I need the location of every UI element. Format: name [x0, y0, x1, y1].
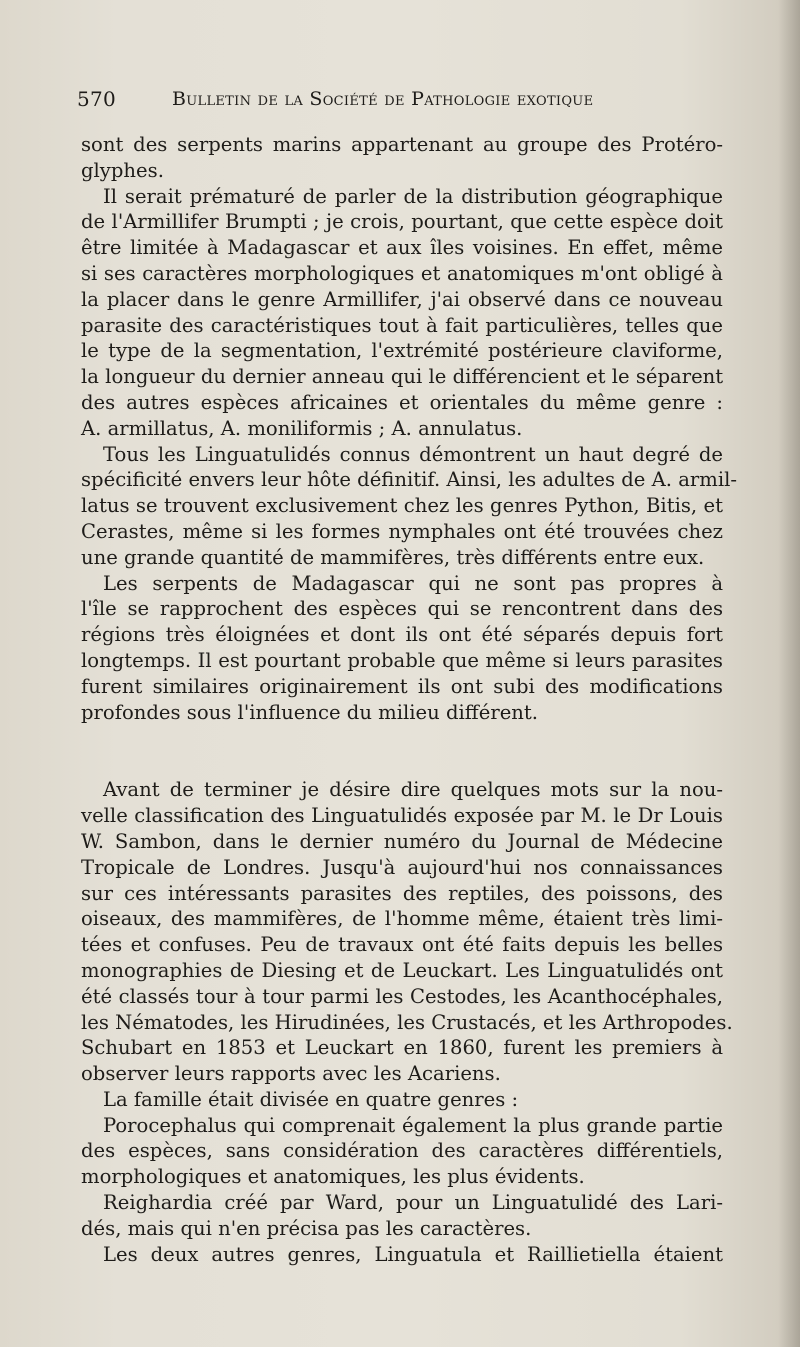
- text-line: tées et confuses. Peu de travaux ont été faits depuis les belles: [81, 933, 723, 957]
- text-line: été classés tour à tour parmi les Cestodes, les Acanthocéphales,: [81, 984, 723, 1008]
- text-line: l'île se rapprochent des espèces qui se rencontrent dans des: [81, 597, 723, 621]
- section-break: [81, 725, 723, 777]
- text-line: être limitée à Madagascar et aux îles voisines. En effet, même: [81, 236, 723, 260]
- text-line: observer leurs rapports avec les Acariens.: [81, 1062, 501, 1086]
- text-line: régions très éloignées et dont ils ont été séparés depuis fort: [81, 623, 723, 647]
- body-text: [81, 132, 737, 1267]
- text-line: le type de la segmentation, l'extrémité postérieure claviforme,: [81, 339, 723, 363]
- text-line: velle classification des Linguatulidés exposée par M. le Dr Louis: [81, 804, 723, 828]
- paragraph: [81, 1190, 723, 1242]
- text-line: dés, mais qui n'en précisa pas les caractères.: [81, 1216, 532, 1240]
- text-line: la longueur du dernier anneau qui le différencient et le séparent: [81, 365, 724, 389]
- text-line: des espèces, sans considération des caractères différentiels,: [81, 1139, 723, 1163]
- text-line: de l'Armillifer Brumpti ; je crois, pourtant, que cette espèce doit: [81, 210, 723, 234]
- text-line: Tous les Linguatulidés connus démontrent un haut degré de: [103, 442, 723, 466]
- text-line: Les deux autres genres, Linguatula et Raillietiella étaient: [103, 1242, 723, 1266]
- text-line: morphologiques et anatomiques, les plus évidents.: [81, 1165, 585, 1189]
- running-title: Bulletin de la Société de Pathologie exotique: [172, 88, 594, 110]
- paragraph: [81, 1087, 723, 1113]
- page-gutter-shadow: [778, 0, 800, 1347]
- text-line: parasite des caractéristiques tout à fait particulières, telles que: [81, 313, 723, 337]
- text-line: Les serpents de Madagascar qui ne sont pas propres à: [103, 571, 723, 595]
- text-line: glyphes.: [81, 158, 164, 182]
- text-line: Tropicale de Londres. Jusqu'à aujourd'hui nos connaissances: [81, 855, 723, 879]
- text-line: oiseaux, des mammifères, de l'homme même, étaient très limi-: [81, 907, 723, 931]
- paragraph: [81, 777, 733, 1087]
- text-line: les Nématodes, les Hirudinées, les Crustacés, et les Arthropodes.: [81, 1010, 733, 1034]
- text-line: monographies de Diesing et de Leuckart. Les Linguatulidés ont: [81, 958, 723, 982]
- paragraph: [81, 442, 737, 571]
- text-line: furent similaires originairement ils ont subi des modifications: [81, 674, 723, 698]
- text-line: Schubart en 1853 et Leuckart en 1860, furent les premiers à: [81, 1036, 723, 1060]
- text-line: spécificité envers leur hôte définitif. Ainsi, les adultes de A. armil-: [81, 468, 737, 492]
- text-line: Cerastes, même si les formes nymphales ont été trouvées chez: [81, 519, 723, 543]
- text-line: W. Sambon, dans le dernier numéro du Journal de Médecine: [81, 829, 723, 853]
- text-line: Porocephalus qui comprenait également la plus grande partie: [103, 1113, 723, 1137]
- text-line: Reighardia créé par Ward, pour un Linguatulidé des Lari-: [103, 1191, 723, 1215]
- text-line: sur ces intéressants parasites des reptiles, des poissons, des: [81, 881, 723, 905]
- paragraph: [81, 571, 723, 726]
- text-line: Il serait prématuré de parler de la distribution géographique: [103, 184, 723, 208]
- page-header: [77, 84, 637, 114]
- text-line: sont des serpents marins appartenant au groupe des Protéro-: [81, 133, 723, 156]
- page-number: 570: [77, 87, 117, 111]
- text-line: La famille était divisée en quatre genres :: [103, 1087, 519, 1111]
- paragraph: [81, 1242, 723, 1268]
- text-line: la placer dans le genre Armillifer, j'ai observé dans ce nouveau: [81, 287, 723, 311]
- paragraph: [81, 184, 723, 442]
- paragraph: [81, 132, 723, 184]
- text-line: profondes sous l'influence du milieu différent.: [81, 700, 539, 724]
- text-line: une grande quantité de mammifères, très différents entre eux.: [81, 545, 705, 569]
- paragraph: [81, 1113, 723, 1190]
- text-line: Avant de terminer je désire dire quelques mots sur la nou-: [103, 778, 723, 802]
- text-line: longtemps. Il est pourtant probable que même si leurs parasites: [81, 648, 723, 672]
- text-line: des autres espèces africaines et orientales du même genre :: [81, 390, 723, 414]
- text-line: A. armillatus, A. moniliformis ; A. annulatus.: [81, 416, 523, 440]
- text-line: si ses caractères morphologiques et anatomiques m'ont obligé à: [81, 261, 723, 285]
- text-line: latus se trouvent exclusivement chez les genres Python, Bitis, et: [81, 494, 723, 518]
